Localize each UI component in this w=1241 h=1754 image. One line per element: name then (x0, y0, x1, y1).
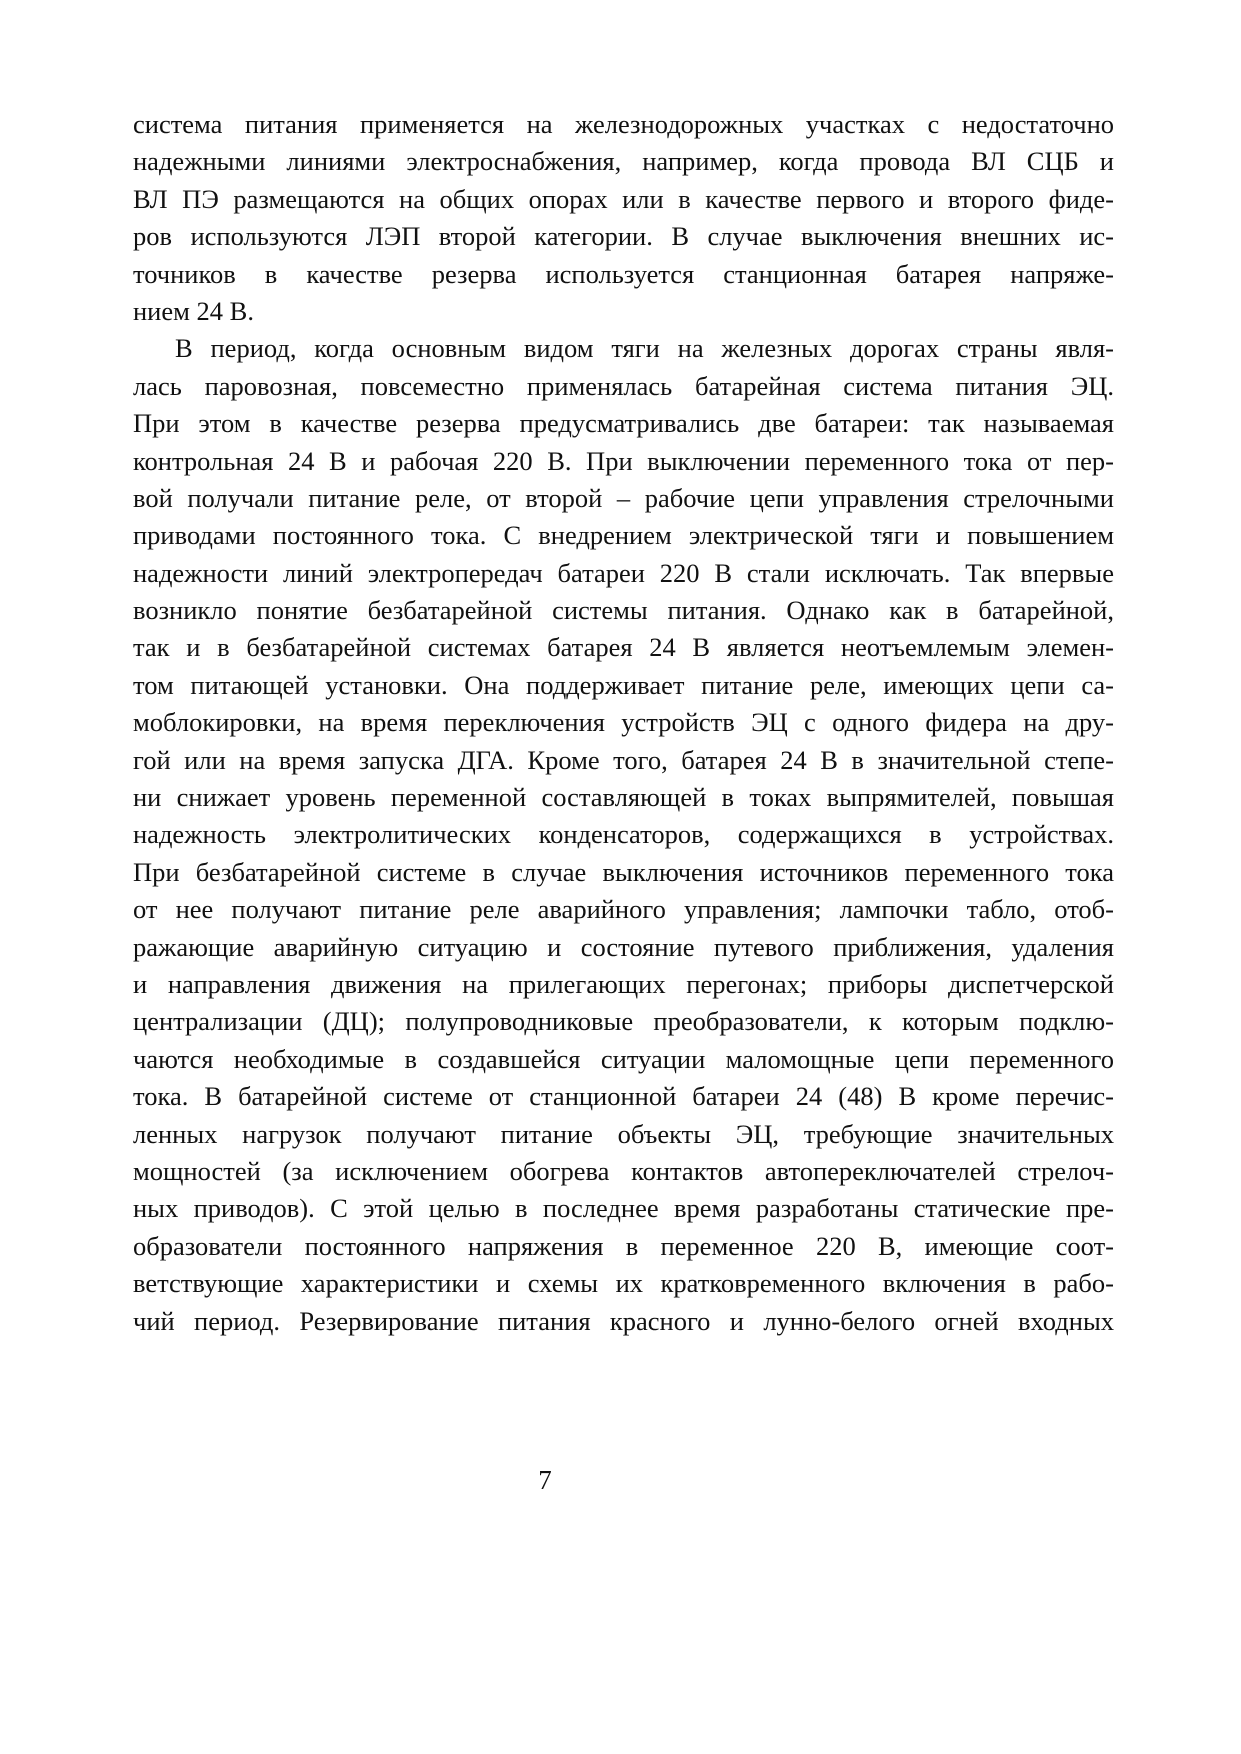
text-line: возникло понятие безбатарейной системы питания. Однако как в батарейной, (133, 595, 1114, 626)
paragraph (133, 106, 1114, 330)
text-line: точников в качестве резерва используется станционная батарея напряже- (133, 258, 1114, 289)
text-line: от нее получают питание реле аварийного управления; лампочки табло, отоб- (133, 894, 1114, 925)
text-line: нием 24 В. (133, 295, 254, 326)
text-line: так и в безбатарейной системах батарея 24 В является неотъемлемым элемен- (133, 632, 1114, 663)
text-line: ветствующие характеристики и схемы их кратковременного включения в рабо- (133, 1268, 1114, 1299)
text-line: При этом в качестве резерва предусматривались две батареи: так называемая (133, 408, 1114, 439)
text-line: моблокировки, на время переключения устройств ЭЦ с одного фидера на дру- (133, 707, 1114, 738)
body-text (133, 106, 1114, 1340)
text-line: лась паровозная, повсеместно применялась батарейная система питания ЭЦ. (133, 370, 1114, 401)
text-line: ных приводов). С этой целью в последнее время разработаны статические пре- (133, 1193, 1114, 1224)
text-line: ражающие аварийную ситуацию и состояние путевого приближения, удаления (133, 931, 1114, 962)
text-line: тока. В батарейной системе от станционной батареи 24 (48) В кроме перечис- (133, 1081, 1114, 1112)
text-line: образователи постоянного напряжения в переменное 220 В, имеющие соот- (133, 1230, 1114, 1261)
text-line: гой или на время запуска ДГА. Кроме того, батарея 24 В в значительной степе- (133, 744, 1114, 775)
paragraph (133, 330, 1114, 1340)
text-line: надежности линий электропередач батареи 220 В стали исключать. Так впервые (133, 557, 1114, 588)
text-line: ров используются ЛЭП второй категории. В случае выключения внешних ис- (133, 221, 1114, 252)
text-line: чий период. Резервирование питания красного и лунно-белого огней входных (133, 1305, 1114, 1336)
text-line: том питающей установки. Она поддерживает питание реле, имеющих цепи са- (133, 669, 1114, 700)
text-line: В период, когда основным видом тяги на железных дорогах страны явля- (175, 333, 1114, 364)
text-line: При безбатарейной системе в случае выключения источников переменного тока (133, 856, 1114, 887)
page-number: 7 (538, 1465, 552, 1495)
text-line: надежными линиями электроснабжения, например, когда провода ВЛ СЦБ и (133, 146, 1114, 177)
text-line: ленных нагрузок получают питание объекты ЭЦ, требующие значительных (133, 1118, 1114, 1149)
text-line: контрольная 24 В и рабочая 220 В. При выключении переменного тока от пер- (133, 445, 1114, 476)
text-line: централизации (ДЦ); полупроводниковые преобразователи, к которым подклю- (133, 1006, 1114, 1037)
text-line: мощностей (за исключением обогрева контактов автопереключателей стрелоч- (133, 1155, 1114, 1186)
text-line: система питания применяется на железнодорожных участках с недостаточно (133, 109, 1114, 139)
text-line: ВЛ ПЭ размещаются на общих опорах или в качестве первого и второго фиде- (133, 183, 1114, 214)
text-line: вой получали питание реле, от второй – рабочие цепи управления стрелочными (133, 482, 1114, 513)
text-line: ни снижает уровень переменной составляющей в токах выпрямителей, повышая (133, 782, 1114, 813)
text-line: надежность электролитических конденсаторов, содержащихся в устройствах. (133, 819, 1114, 850)
text-line: чаются необходимые в создавшейся ситуации маломощные цепи переменного (133, 1043, 1114, 1074)
text-line: и направления движения на прилегающих перегонах; приборы диспетчерской (133, 968, 1114, 999)
text-line: приводами постоянного тока. С внедрением электрической тяги и повышением (133, 520, 1114, 551)
